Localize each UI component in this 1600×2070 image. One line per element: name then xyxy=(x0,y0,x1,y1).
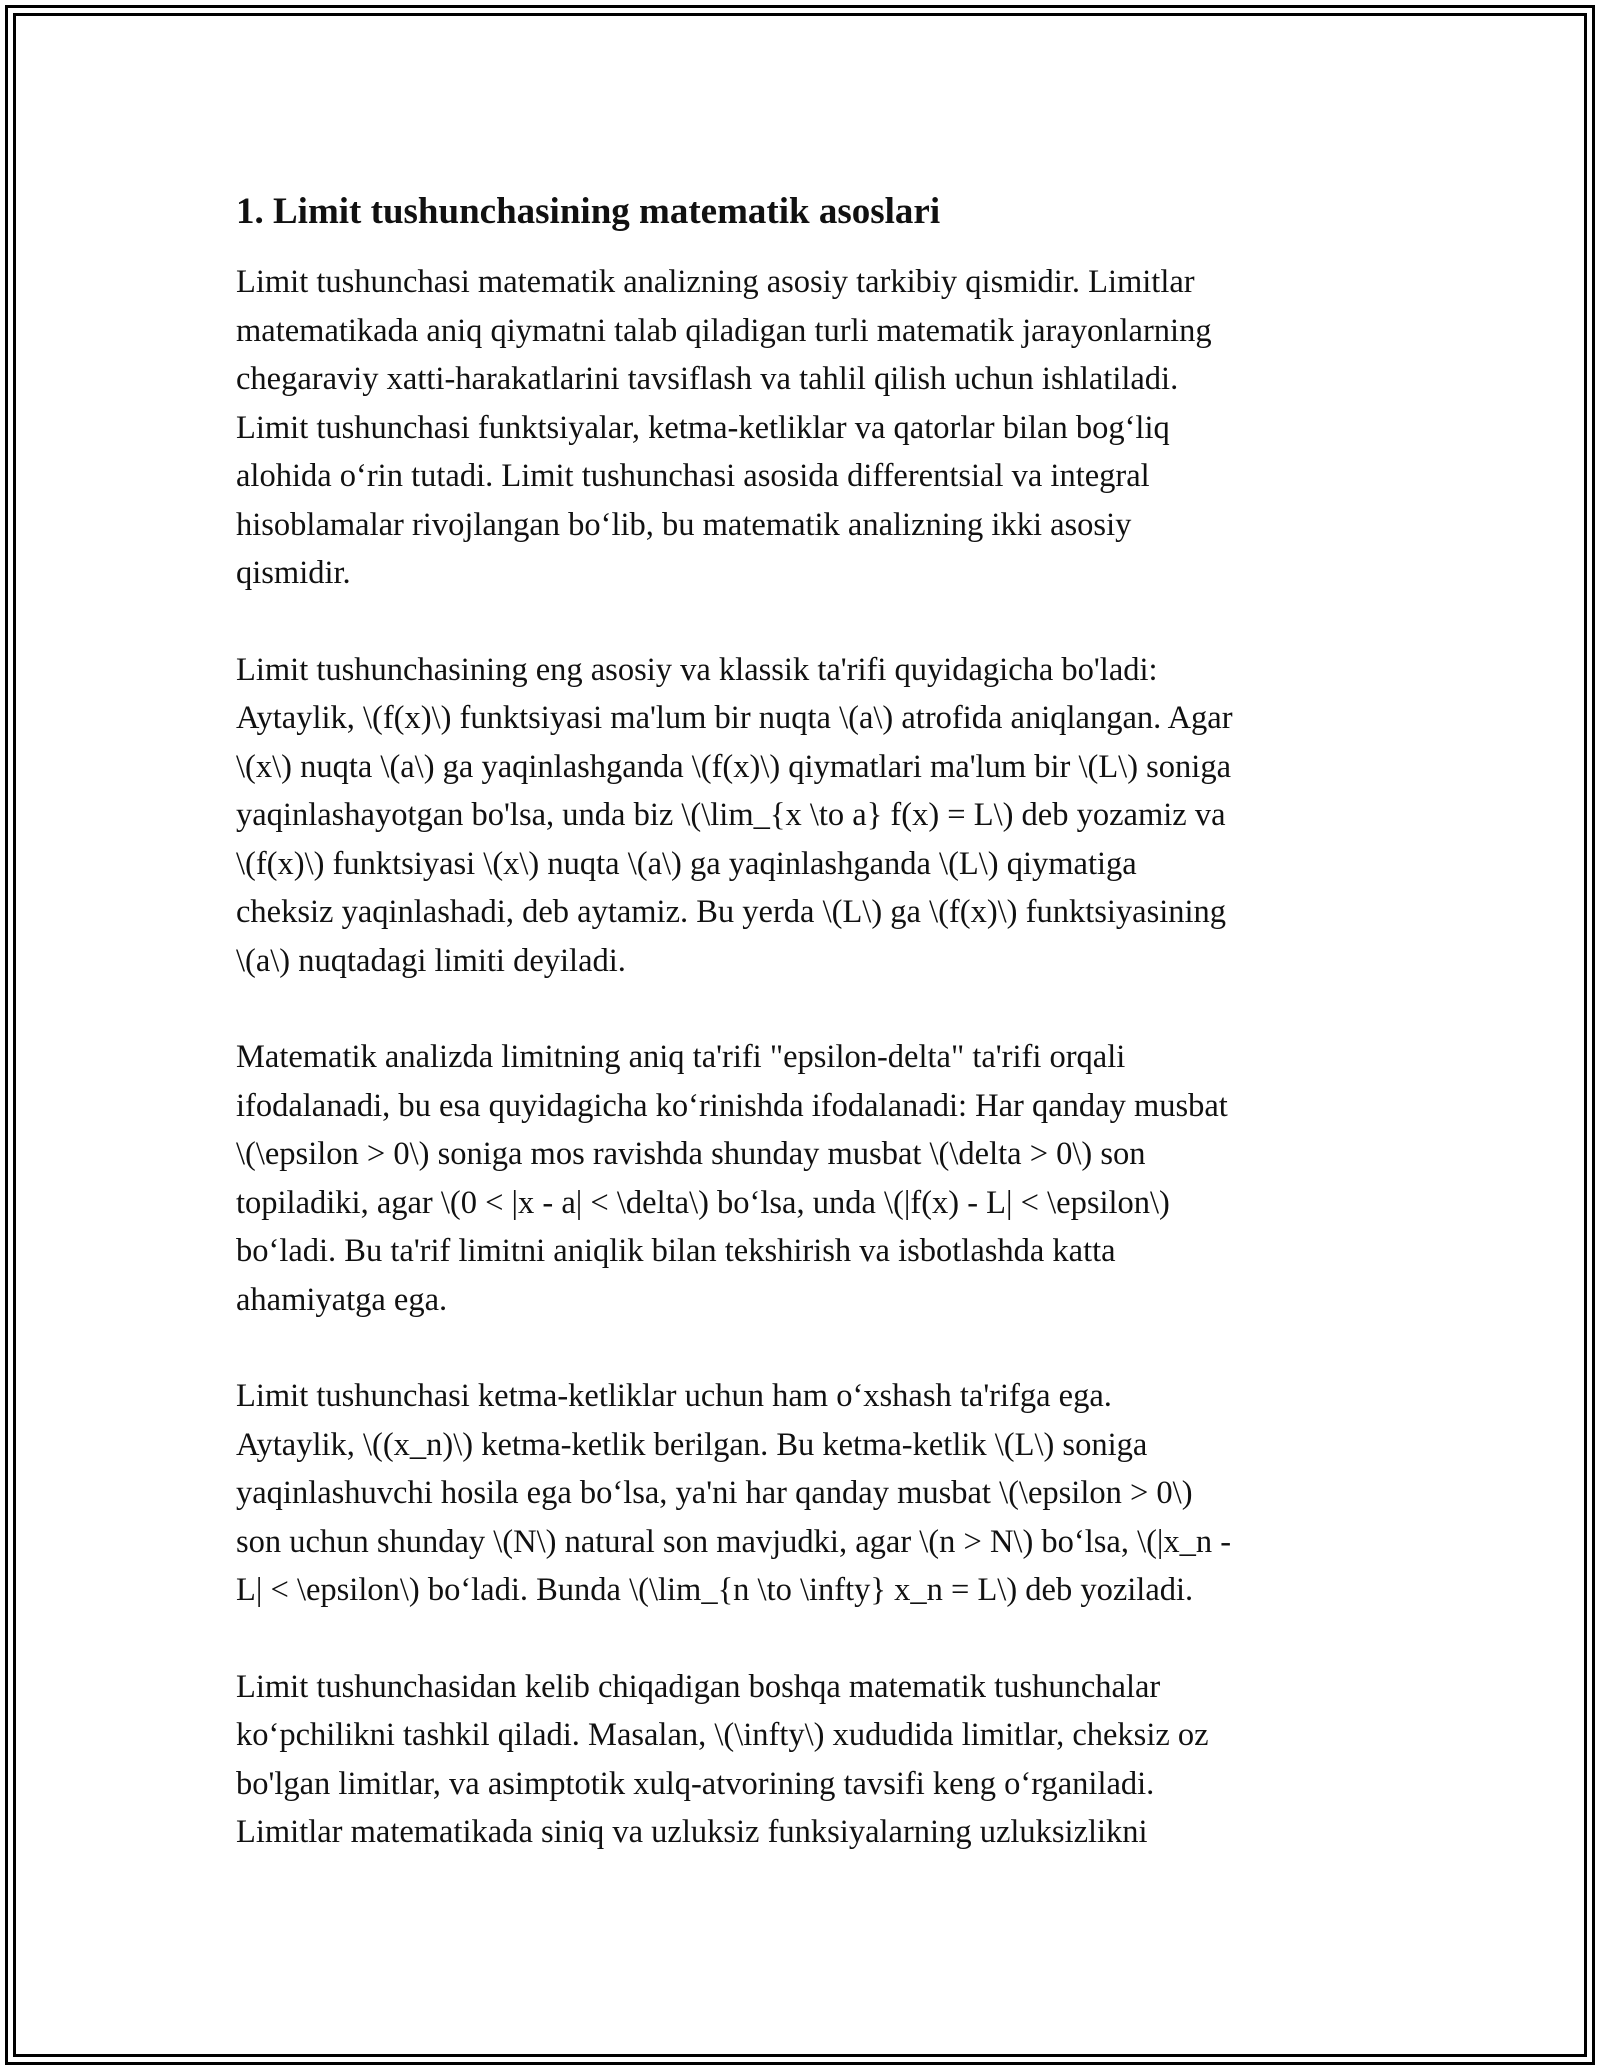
paragraph-line: Limit tushunchasi funktsiyalar, ketma-ketliklar va qatorlar bilan bog‘liq xyxy=(236,409,1170,446)
paragraph-line: son uchun shunday \(N\) natural son mavjudki, agar \(n > N\) bo‘lsa, \(|x_n - xyxy=(236,1523,1232,1560)
paragraph-line: L| < \epsilon\) bo‘ladi. Bunda \(\lim_{n \to \infty} x_n = L\) deb yoziladi. xyxy=(236,1572,1194,1608)
paragraph-line: qismidir. xyxy=(236,555,351,591)
paragraph-line: \(f(x)\) funktsiyasi \(x\) nuqta \(a\) ga yaqinlashganda \(L\) qiymatiga xyxy=(236,845,1137,882)
paragraph-line: Limit tushunchasining eng asosiy va klassik ta'rifi quyidagicha bo'ladi: xyxy=(236,651,1158,688)
paragraph-line: ko‘pchilikni tashkil qiladi. Masalan, \(\infty\) xududida limitlar, cheksiz oz xyxy=(236,1717,1209,1753)
paragraph-line: ahamiyatga ega. xyxy=(236,1281,448,1318)
paragraph-line: Limitlar matematikada siniq va uzluksiz funksiyalarning uzluksizlikni xyxy=(236,1814,1148,1850)
paragraph-list xyxy=(236,258,1386,1857)
paragraph-line: Limit tushunchasi matematik analizning asosiy tarkibiy qismidir. Limitlar xyxy=(236,264,1195,300)
paragraph-line: Matematik analizda limitning aniq ta'rifi "epsilon-delta" ta'rifi orqali xyxy=(236,1039,1126,1075)
paragraph-line: Limit tushunchasi ketma-ketliklar uchun ham o‘xshash ta'rifga ega. xyxy=(236,1378,1112,1414)
section-heading: 1. Limit tushunchasining matematik asoslari xyxy=(236,191,941,232)
paragraph-line: yaqinlashuvchi hosila ega bo‘lsa, ya'ni har qanday musbat \(\epsilon > 0\) xyxy=(236,1475,1193,1511)
paragraph-line: \(\epsilon > 0\) soniga mos ravishda shunday musbat \(\delta > 0\) son xyxy=(236,1136,1146,1172)
paragraph-line: Aytaylik, \((x_n)\) ketma-ketlik berilgan. Bu ketma-ketlik \(L\) soniga xyxy=(236,1426,1148,1463)
paragraph-line: Limit tushunchasidan kelib chiqadigan boshqa matematik tushunchalar xyxy=(236,1668,1161,1705)
paragraph-line: alohida o‘rin tutadi. Limit tushunchasi asosida differentsial va integral xyxy=(236,458,1150,494)
paragraph-line: hisoblamalar rivojlangan bo‘lib, bu matematik analizning ikki asosiy xyxy=(236,506,1132,543)
paragraph-line: matematikada aniq qiymatni talab qiladigan turli matematik jarayonlarning xyxy=(236,312,1212,349)
paragraph-line: bo‘ladi. Bu ta'rif limitni aniqlik bilan tekshirish va isbotlashda katta xyxy=(236,1233,1116,1269)
paragraph-line: Aytaylik, \(f(x)\) funktsiyasi ma'lum bir nuqta \(a\) atrofida aniqlangan. Agar xyxy=(236,700,1233,736)
paragraph-line: \(x\) nuqta \(a\) ga yaqinlashganda \(f(x)\) qiymatlari ma'lum bir \(L\) soniga xyxy=(236,748,1231,785)
paragraph xyxy=(236,1033,1386,1324)
paragraph xyxy=(236,1663,1386,1857)
paragraph-line: chegaraviy xatti-harakatlarini tavsiflash va tahlil qilish uchun ishlatiladi. xyxy=(236,361,1179,397)
document-body xyxy=(236,188,1386,1857)
paragraph xyxy=(236,1372,1386,1615)
paragraph-line: ifodalanadi, bu esa quyidagicha ko‘rinishda ifodalanadi: Har qanday musbat xyxy=(236,1087,1228,1124)
paragraph-line: cheksiz yaqinlashadi, deb aytamiz. Bu yerda \(L\) ga \(f(x)\) funktsiyasining xyxy=(236,894,1227,930)
paragraph-line: bo'lgan limitlar, va asimptotik xulq-atvorining tavsifi keng o‘rganiladi. xyxy=(236,1765,1155,1802)
paragraph-line: \(a\) nuqtadagi limiti deyiladi. xyxy=(236,942,626,979)
paragraph-line: topiladiki, agar \(0 < |x - a| < \delta\) bo‘lsa, unda \(|f(x) - L| < \epsilon\) xyxy=(236,1184,1170,1221)
paragraph xyxy=(236,646,1386,986)
paragraph xyxy=(236,258,1386,598)
paragraph-line: yaqinlashayotgan bo'lsa, unda biz \(\lim_{x \to a} f(x) = L\) deb yozamiz va xyxy=(236,797,1226,833)
